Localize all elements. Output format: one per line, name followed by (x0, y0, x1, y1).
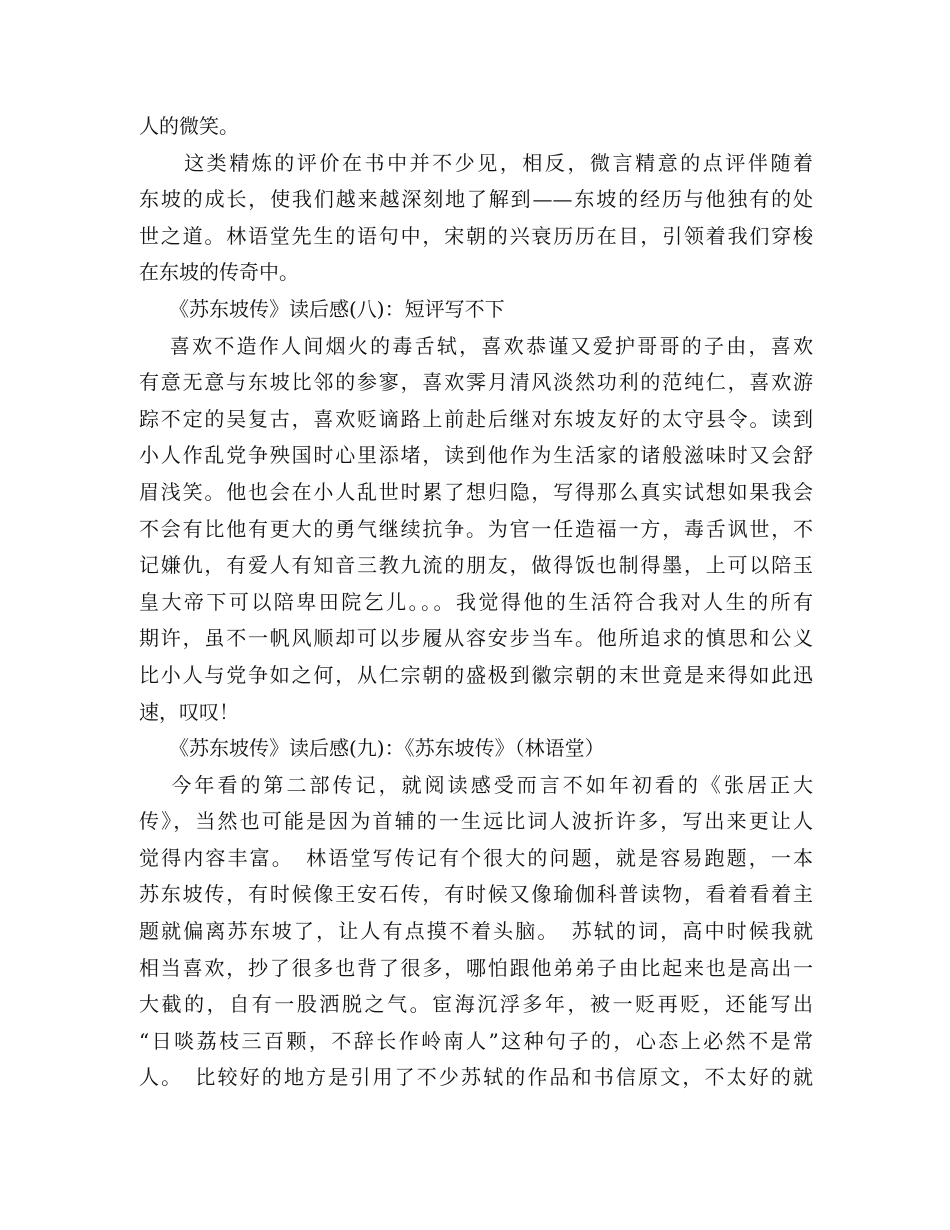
text-line: 皇大帝下可以陪卑田院乞儿。。。我觉得他的生活符合我对人生的所有 (139, 589, 813, 614)
text-line: 传》，当然也可能是因为首辅的一生远比词人波折许多，写出来更让人 (139, 809, 813, 834)
text-line: 比小人与党争如之何，从仁宗朝的盛极到徽宗朝的末世竟是来得如此迅 (139, 662, 813, 687)
section-heading: 《苏东坡传》读后感(八)：短评写不下 (169, 296, 505, 321)
text-line: 速，叹叹！ (139, 699, 239, 724)
text-line: “日啖荔枝三百颗，不辞长作岭南人”这种句子的，心态上必然不是常 (139, 1028, 813, 1053)
text-line: 喜欢不造作人间烟火的毒舌轼，喜欢恭谨又爱护哥哥的子由，喜欢 (139, 333, 813, 358)
text-line: 人。 比较好的地方是引用了不少苏轼的作品和书信原文，不太好的就 (139, 1065, 813, 1090)
section-heading: 《苏东坡传》读后感(九)：《苏东坡传》（林语堂） (169, 736, 605, 761)
text-line: 期许，虽不一帆风顺却可以步履从容安步当车。他所追求的慎思和公义 (139, 626, 813, 651)
text-line: 人的微笑。 (139, 114, 239, 138)
text-line: 觉得内容丰富。 林语堂写传记有个很大的问题，就是容易跑题，一本 (139, 845, 813, 870)
document-page (139, 108, 813, 1096)
text-line: 今年看的第二部传记，就阅读感受而言不如年初看的《张居正大 (139, 772, 813, 797)
text-line: 踪不定的吴复古，喜欢贬谪路上前赴后继对东坡友好的太守县令。读到 (139, 406, 813, 431)
text-line: 眉浅笑。他也会在小人乱世时累了想归隐，写得那么真实试想如果我会 (139, 479, 813, 504)
text-line: 有意无意与东坡比邻的参寥，喜欢霁月清风淡然功利的范纯仁，喜欢游 (139, 370, 813, 395)
text-line: 记嫌仇，有爱人有知音三教九流的朋友，做得饭也制得墨，上可以陪玉 (139, 553, 813, 578)
text-line: 小人作乱党争殃国时心里添堵，读到他作为生活家的诸般滋味时又会舒 (139, 443, 813, 468)
text-line: 世之道。林语堂先生的语句中，宋朝的兴衰历历在目，引领着我们穿梭 (139, 223, 813, 248)
text-line: 大截的，自有一股洒脱之气。宦海沉浮多年，被一贬再贬，还能写出 (139, 992, 813, 1017)
text-line: 东坡的成长，使我们越来越深刻地了解到——东坡的经历与他独有的处 (139, 187, 813, 212)
text-line: 这类精炼的评价在书中并不少见，相反，微言精意的点评伴随着 (139, 150, 813, 175)
text-line: 相当喜欢，抄了很多也背了很多，哪怕跟他弟弟子由比起来也是高出一 (139, 955, 813, 980)
text-line: 在东坡的传奇中。 (139, 260, 299, 285)
text-line: 不会有比他有更大的勇气继续抗争。为官一任造福一方，毒舌讽世，不 (139, 516, 813, 541)
text-line: 苏东坡传，有时候像王安石传，有时候又像瑜伽科普读物，看着看着主 (139, 882, 813, 907)
text-line: 题就偏离苏东坡了，让人有点摸不着头脑。 苏轼的词，高中时候我就 (139, 919, 813, 944)
